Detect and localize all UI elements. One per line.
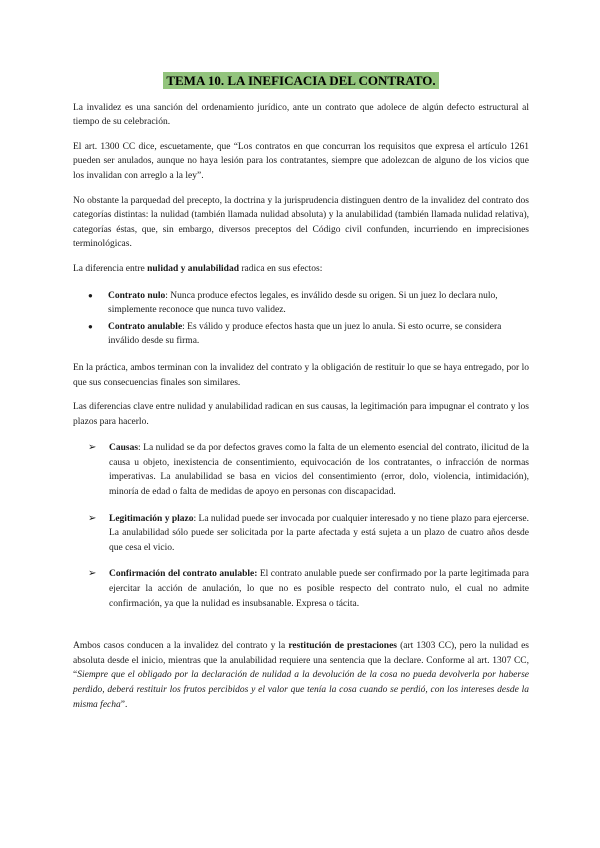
arrow-icon: ➢ (88, 442, 97, 454)
arrow-term: Confirmación del contrato anulable: (109, 569, 258, 580)
paragraph-diferencia (73, 262, 529, 277)
arrow-term: Legitimación y plazo (109, 513, 194, 524)
bullet-list-efectos (73, 289, 529, 349)
diferencia-post: radica en sus efectos: (239, 263, 323, 274)
arrow-item-causas (88, 441, 529, 499)
arrow-term: Causas (109, 443, 139, 454)
page-title: TEMA 10. LA INEFICACIA DEL CONTRATO. (163, 72, 438, 89)
paragraph-restitucion (73, 639, 529, 712)
arrow-icon: ➢ (88, 512, 97, 524)
restitucion-pre: Ambos casos conducen a la invalidez del contrato y la (73, 641, 289, 652)
bullet-icon: ● (88, 321, 93, 331)
bullet-term: Contrato anulable (108, 321, 183, 332)
spacer (73, 623, 529, 639)
paragraph-invalidez: La invalidez es una sanción del ordenamiento jurídico, ante un contrato que adolece de algún defecto estructural al tiempo de su celebración. (73, 102, 529, 128)
diferencia-pre: La diferencia entre (73, 263, 148, 274)
arrow-item-confirmacion (88, 567, 529, 611)
restitucion-post: (art 1303 CC), pero la nulidad es absoluta desde el inicio, mientras que la anulabilidad requiere una sentencia que la declare. Conforme al art. 1307 CC, “ (73, 641, 529, 681)
paragraph-categorias: No obstante la parquedad del precepto, la doctrina y la jurisprudencia distinguen dentro de la invalidez del contrato dos categorías distintas: la nulidad (también llamada nulidad absoluta) y la anulabilidad (también llamada nulidad relativa), categorías éstas, que, sin embargo, diversos preceptos del Código civil confunden, incurriendo en imprecisiones terminológicas. (73, 195, 529, 250)
bullet-item-nulo (88, 289, 529, 318)
arrow-text: : La nulidad puede ser invocada por cualquier interesado y no tiene plazo para ejercerse. La anulabilidad sólo puede ser solicitada por la parte afectada y está sujeta a un plazo de cuatro años desde que cesa el vicio. (109, 513, 529, 553)
title-container (73, 72, 529, 91)
arrow-item-legitimacion (88, 512, 529, 556)
restitucion-quote: Siempre que el obligado por la declaración de nulidad a la devolución de la cosa no pueda devolverla por haberse perdido, deberá restituir los frutos percibidos y el valor que tenía la cosa cuando se perdió, con los intereses desde la misma fecha (73, 670, 529, 710)
bullet-term: Contrato nulo (108, 290, 166, 301)
paragraph-diferencias-clave: Las diferencias clave entre nulidad y anulabilidad radican en sus causas, la legitimación para impugnar el contrato y los plazos para hacerlo. (73, 402, 529, 427)
bullet-text: : Es válido y produce efectos hasta que un juez lo anula. Si esto ocurre, se considera inválido desde su firma. (108, 321, 502, 347)
arrow-icon: ➢ (88, 568, 97, 580)
restitucion-end: ”. (120, 699, 128, 710)
paragraph-practica: En la práctica, ambos terminan con la invalidez del contrato y la obligación de restituir lo que se haya entregado, por lo que sus consecuencias finales son similares. (73, 362, 529, 388)
bullet-icon: ● (88, 290, 93, 300)
bullet-item-anulable (88, 320, 529, 349)
paragraph-art-1300: El art. 1300 CC dice, escuetamente, que “Los contratos en que concurran los requisitos que expresa el artículo 1261 pueden ser anulados, aunque no haya lesión para los contratantes, siempre que adolezcan de alguno de los vicios que los invalidan con arreglo a la ley”. (73, 141, 529, 181)
arrow-list-diferencias (73, 441, 529, 611)
arrow-text: : La nulidad se da por defectos graves como la falta de un elemento esencial del contrato, ilicitud de la causa u objeto, inexistencia de consentimiento, equivocación de los contratantes, o infracción de normas imperativas. La anulabilidad se basa en vicios del consentimiento (error, dolo, violencia, intimidación), minoría de edad o falta de medidas de apoyo en personas con discapacidad. (109, 443, 529, 498)
arrow-text: El contrato anulable puede ser confirmado por la parte legitimada para ejercitar la acción de anulación, lo que no es posible respecto del contrato nulo, el cual no admite confirmación, ya que la nulidad es insubsanable. Expresa o tácita. (109, 569, 529, 609)
bullet-text: : Nunca produce efectos legales, es inválido desde su origen. Si un juez lo declara nulo, simplemente reconoce que nunca tuvo validez. (108, 290, 498, 316)
restitucion-bold: restitución de prestaciones (288, 641, 397, 652)
diferencia-bold: nulidad y anulabilidad (147, 263, 239, 274)
